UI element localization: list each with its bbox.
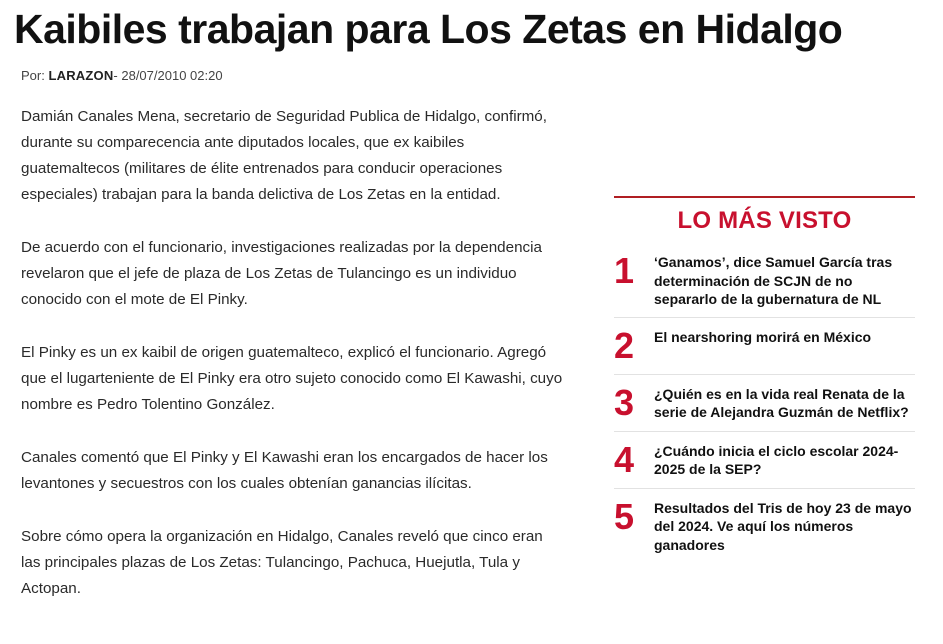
article-paragraph: De acuerdo con el funcionario, investigaciones realizadas por la dependencia revelaron que el jefe de plaza de Los Zetas de Tulancingo es un individuo conocido con el mote de El Pinky. <box>21 239 542 308</box>
most-viewed-link[interactable]: ‘Ganamos’, dice Samuel García tras determinación de SCJN de no separarlo de la gubernatura de NL <box>654 254 893 307</box>
most-viewed-title: LO MÁS VISTO <box>677 207 852 234</box>
rank-number: 3 <box>614 381 635 423</box>
rank-number: 1 <box>614 250 635 291</box>
most-viewed-item[interactable] <box>614 432 915 489</box>
most-viewed-item[interactable] <box>614 375 915 432</box>
byline-prefix: Por: <box>21 68 49 83</box>
publish-date: - 28/07/2010 02:20 <box>113 68 223 83</box>
most-viewed-link[interactable]: ¿Cuándo inicia el ciclo escolar 2024-2025 de la SEP? <box>654 442 899 477</box>
article-paragraph: Canales comentó que El Pinky y El Kawashi eran los encargados de hacer los levantones y secuestros con los cuales obtenían ganancias ilícitas. <box>21 449 548 492</box>
most-viewed-list <box>614 243 915 562</box>
article-body <box>21 104 566 629</box>
most-viewed-link[interactable]: ¿Quién es en la vida real Renata de la serie de Alejandra Guzmán de Netflix? <box>654 385 909 420</box>
most-viewed-sidebar <box>614 196 915 562</box>
article-paragraph: El Pinky es un ex kaibil de origen guatemalteco, explicó el funcionario. Agregó que el lugarteniente de El Pinky era otro sujeto conocido como El Kawashi, cuyo nombre es Pedro Tolentino González. <box>21 344 563 413</box>
most-viewed-item[interactable] <box>614 489 915 563</box>
most-viewed-link[interactable]: El nearshoring morirá en México <box>654 328 872 345</box>
article-paragraph: Sobre cómo opera la organización en Hidalgo, Canales reveló que cinco eran las principales plazas de Los Zetas: Tulancingo, Pachuca, Huejutla, Tula y Actopan. <box>21 528 543 597</box>
rank-number: 2 <box>614 324 635 366</box>
rank-number: 4 <box>614 438 635 480</box>
author-link[interactable]: LARAZON <box>48 68 114 83</box>
most-viewed-item[interactable] <box>614 243 915 318</box>
article-paragraph: Damián Canales Mena, secretario de Seguridad Publica de Hidalgo, confirmó, durante su comparecencia ante diputados locales, que ex kaibiles guatemaltecos (militares de élite entrenados para conducir operaciones especiales) trabajan para la banda delictiva de Los Zetas en la entidad. <box>21 108 547 203</box>
article-title: Kaibiles trabajan para Los Zetas en Hidalgo <box>14 6 843 52</box>
byline <box>21 68 223 83</box>
most-viewed-link[interactable]: Resultados del Tris de hoy 23 de mayo del 2024. Ve aquí los números ganadores <box>654 499 912 553</box>
most-viewed-item[interactable] <box>614 318 915 375</box>
rank-number: 5 <box>614 495 635 537</box>
